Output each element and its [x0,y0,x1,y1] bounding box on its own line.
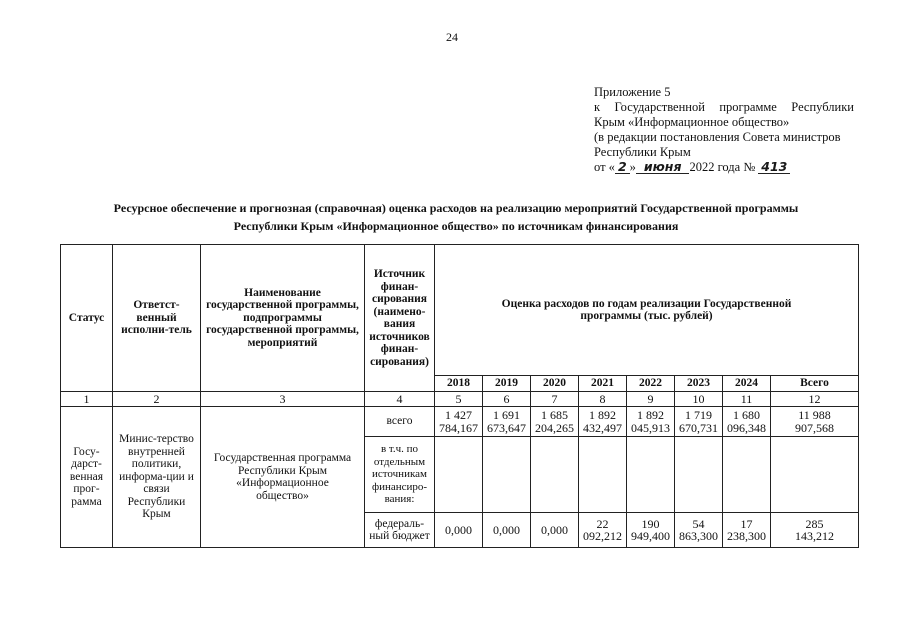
column-number: 5 [435,392,483,407]
appendix-line-2 [594,100,854,115]
value-cell: 1 892 045,913 [627,407,675,437]
appendix-date-line [594,160,854,175]
date-year: 2022 года № [689,160,756,174]
total-cell [771,437,859,513]
column-number: 12 [771,392,859,407]
handwritten-day: 2 [615,160,630,174]
column-number: 1 [61,392,113,407]
value-cell [579,437,627,513]
value-cell: 1 427 784,167 [435,407,483,437]
column-number: 9 [627,392,675,407]
header-executor: Ответст-венный исполни-тель [113,245,201,392]
appendix-line-3: Крым «Информационное общество» [594,115,790,129]
column-number: 3 [201,392,365,407]
column-number: 10 [675,392,723,407]
source-cell: федераль-ный бюджет [365,513,435,548]
appendix-word: к [594,100,601,114]
header-name: Наименование государственной программы, подпрограммы государственной программы, мероприятий [201,245,365,392]
value-cell: 17 238,300 [723,513,771,548]
page-number: 24 [446,30,458,44]
value-cell [723,437,771,513]
header-year: 2022 [627,376,675,392]
header-estimate: Оценка расходов по годам реализации Государственной программы (тыс. рублей) [435,245,859,376]
program-name-cell: Государственная программа Республики Крым «Информационное общество» [201,407,365,548]
header-total: Всего [771,376,859,392]
document-title [60,199,852,235]
executor-cell: Минис-терство внутренней политики, информа-ции и связи Республики Крым [113,407,201,548]
handwritten-number: 413 [758,160,790,174]
column-number: 4 [365,392,435,407]
header-year: 2019 [483,376,531,392]
total-cell: 11 988 907,568 [771,407,859,437]
appendix-line-1: Приложение 5 [594,85,671,99]
header-status: Статус [61,245,113,392]
header-year: 2020 [531,376,579,392]
value-cell [483,437,531,513]
status-cell: Госу-дарст-венная прог-рамма [61,407,113,548]
appendix-line-5: Республики Крым [594,145,691,159]
value-cell: 0,000 [531,513,579,548]
value-cell [675,437,723,513]
value-cell: 1 680 096,348 [723,407,771,437]
source-cell: в т.ч. по отдельным источникам финансиро-вания: [365,437,435,513]
value-cell: 0,000 [483,513,531,548]
value-cell: 54 863,300 [675,513,723,548]
header-year: 2024 [723,376,771,392]
title-line-2: Республики Крым «Информационное общество» по источникам финансирования [233,219,679,233]
value-cell: 1 685 204,265 [531,407,579,437]
date-day-suffix: » [629,160,636,174]
value-cell: 22 092,212 [579,513,627,548]
value-cell: 190 949,400 [627,513,675,548]
column-number: 2 [113,392,201,407]
column-number: 7 [531,392,579,407]
value-cell: 1 691 673,647 [483,407,531,437]
title-line-1: Ресурсное обеспечение и прогнозная (справочная) оценка расходов на реализацию мероприятий Государственной программы [113,201,799,215]
header-year: 2021 [579,376,627,392]
column-number: 11 [723,392,771,407]
handwritten-month: июня [636,160,690,174]
header-year: 2023 [675,376,723,392]
appendix-line-4: (в редакции постановления Совета министров [594,130,841,144]
value-cell [531,437,579,513]
appendix-word: Республики [791,100,854,114]
resource-table [60,244,859,548]
column-number: 6 [483,392,531,407]
appendix-block [594,85,854,175]
value-cell [627,437,675,513]
date-prefix: от « [594,160,615,174]
value-cell: 1 719 670,731 [675,407,723,437]
header-source: Источник финан-сирования (наимено-вания источников финан-сирования) [365,245,435,392]
total-cell: 285 143,212 [771,513,859,548]
appendix-word: программе [719,100,777,114]
appendix-word: Государственной [614,100,705,114]
value-cell [435,437,483,513]
header-year: 2018 [435,376,483,392]
source-cell: всего [365,407,435,437]
value-cell: 1 892 432,497 [579,407,627,437]
value-cell: 0,000 [435,513,483,548]
column-number: 8 [579,392,627,407]
